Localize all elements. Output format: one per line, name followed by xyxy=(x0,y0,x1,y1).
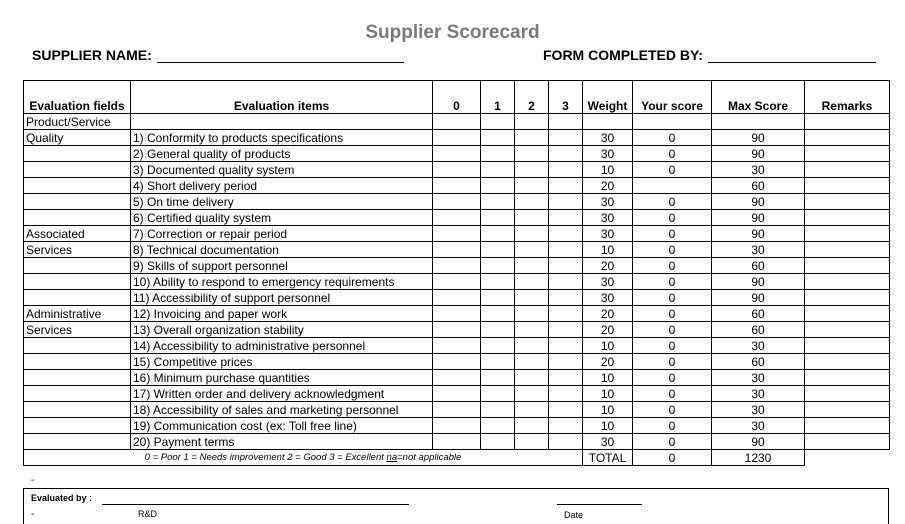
score-0-cell[interactable] xyxy=(433,274,481,290)
remarks-cell[interactable] xyxy=(805,274,890,290)
evaluation-field-cell: Product/Service xyxy=(24,114,131,130)
score-1-cell[interactable] xyxy=(481,210,515,226)
score-0-cell[interactable] xyxy=(433,162,481,178)
max-score-cell: 30 xyxy=(712,242,805,258)
remarks-cell[interactable] xyxy=(805,434,890,450)
table-row xyxy=(24,274,890,290)
your-score-cell: 0 xyxy=(633,146,712,162)
col-score-1: 1 xyxy=(481,81,515,114)
max-score-cell: 60 xyxy=(712,258,805,274)
score-0-cell[interactable] xyxy=(433,322,481,338)
score-0-cell[interactable] xyxy=(433,130,481,146)
legend-text: 0 = Poor 1 = Needs improvement 2 = Good 3 = Excellent xyxy=(144,452,387,463)
table-header-row xyxy=(24,81,890,114)
score-0-cell[interactable] xyxy=(433,178,481,194)
table-row xyxy=(24,162,890,178)
score-3-cell[interactable] xyxy=(549,386,583,402)
score-0-cell[interactable] xyxy=(433,338,481,354)
score-1-cell[interactable] xyxy=(481,226,515,242)
remarks-cell[interactable] xyxy=(805,178,890,194)
remarks-cell[interactable] xyxy=(805,370,890,386)
score-0-cell[interactable] xyxy=(433,210,481,226)
weight-cell: 30 xyxy=(583,226,633,242)
remarks-cell[interactable] xyxy=(805,114,890,130)
score-3-cell[interactable] xyxy=(549,290,583,306)
table-row xyxy=(24,354,890,370)
table-row xyxy=(24,306,890,322)
weight-cell: 30 xyxy=(583,130,633,146)
form-completed-by-field[interactable] xyxy=(708,62,876,63)
remarks-cell[interactable] xyxy=(805,146,890,162)
table-row xyxy=(24,370,890,386)
score-2-cell[interactable] xyxy=(515,178,549,194)
score-2-cell[interactable] xyxy=(515,114,549,130)
score-1-cell[interactable] xyxy=(481,194,515,210)
remarks-cell[interactable] xyxy=(805,242,890,258)
your-score-cell: 0 xyxy=(633,162,712,178)
col-score-0: 0 xyxy=(433,81,481,114)
table-row xyxy=(24,402,890,418)
score-2-cell[interactable] xyxy=(515,146,549,162)
table-row xyxy=(24,130,890,146)
weight-cell: 20 xyxy=(583,258,633,274)
score-0-cell[interactable] xyxy=(433,370,481,386)
evaluation-field-cell: Administrative xyxy=(24,306,131,322)
max-score-cell: 90 xyxy=(712,146,805,162)
your-score-cell: 0 xyxy=(633,274,712,290)
evaluated-by-label: Evaluated by : xyxy=(31,493,93,503)
evaluation-field-cell: Services xyxy=(24,322,131,338)
score-0-cell[interactable] xyxy=(433,194,481,210)
table-row xyxy=(24,194,890,210)
weight-cell: 20 xyxy=(583,322,633,338)
table-row xyxy=(24,258,890,274)
score-3-cell[interactable] xyxy=(549,338,583,354)
weight-cell: 20 xyxy=(583,306,633,322)
score-1-cell[interactable] xyxy=(481,130,515,146)
evaluation-field-cell xyxy=(24,210,131,226)
score-2-cell[interactable] xyxy=(515,290,549,306)
score-0-cell[interactable] xyxy=(433,402,481,418)
evaluation-item-cell: 2) General quality of products xyxy=(131,146,433,162)
remarks-cell[interactable] xyxy=(805,290,890,306)
score-3-cell[interactable] xyxy=(549,130,583,146)
table-row xyxy=(24,210,890,226)
score-2-cell[interactable] xyxy=(515,242,549,258)
max-score-cell: 30 xyxy=(712,370,805,386)
remarks-cell[interactable] xyxy=(805,418,890,434)
score-0-cell[interactable] xyxy=(433,146,481,162)
evaluation-field-cell xyxy=(24,354,131,370)
table-row xyxy=(24,338,890,354)
score-0-cell[interactable] xyxy=(433,434,481,450)
evaluation-item-cell: 12) Invoicing and paper work xyxy=(131,306,433,322)
score-1-cell[interactable] xyxy=(481,434,515,450)
score-1-cell[interactable] xyxy=(481,370,515,386)
your-score-cell: 0 xyxy=(633,210,712,226)
remarks-cell[interactable] xyxy=(805,402,890,418)
weight-cell: 10 xyxy=(583,370,633,386)
remarks-cell[interactable] xyxy=(805,130,890,146)
your-score-cell: 0 xyxy=(633,130,712,146)
col-evaluation-fields: Evaluation fields xyxy=(24,81,131,114)
evaluation-field-cell xyxy=(24,290,131,306)
score-3-cell[interactable] xyxy=(549,402,583,418)
evaluation-field-cell: Quality xyxy=(24,130,131,146)
remarks-cell[interactable] xyxy=(805,354,890,370)
form-completed-by-label: FORM COMPLETED BY: xyxy=(543,47,703,63)
your-score-cell: 0 xyxy=(633,370,712,386)
score-3-cell[interactable] xyxy=(549,210,583,226)
max-score-cell xyxy=(712,114,805,130)
score-3-cell[interactable] xyxy=(549,434,583,450)
supplier-name-label: SUPPLIER NAME: xyxy=(32,47,152,63)
evaluation-item-cell: 15) Competitive prices xyxy=(131,354,433,370)
score-3-cell[interactable] xyxy=(549,242,583,258)
score-1-cell[interactable] xyxy=(481,402,515,418)
legend-na-text: =not applicable xyxy=(397,452,462,463)
score-0-cell[interactable] xyxy=(433,354,481,370)
score-2-cell[interactable] xyxy=(515,130,549,146)
evaluation-item-cell: 7) Correction or repair period xyxy=(131,226,433,242)
score-1-cell[interactable] xyxy=(481,162,515,178)
evaluation-field-cell xyxy=(24,274,131,290)
score-0-cell[interactable] xyxy=(433,114,481,130)
remarks-cell[interactable] xyxy=(805,306,890,322)
score-2-cell[interactable] xyxy=(515,370,549,386)
max-score-cell: 60 xyxy=(712,322,805,338)
weight-cell: 20 xyxy=(583,354,633,370)
score-1-cell[interactable] xyxy=(481,418,515,434)
max-score-cell: 90 xyxy=(712,290,805,306)
evaluation-item-cell: 13) Overall organization stability xyxy=(131,322,433,338)
weight-cell: 30 xyxy=(583,434,633,450)
score-1-cell[interactable] xyxy=(481,290,515,306)
evaluation-item-cell: 1) Conformity to products specifications xyxy=(131,130,433,146)
score-0-cell[interactable] xyxy=(433,258,481,274)
evaluated-by-signature-line[interactable] xyxy=(102,504,409,505)
evaluation-field-cell xyxy=(24,194,131,210)
rd-label: R&D xyxy=(138,509,158,519)
total-max-score: 1230 xyxy=(712,450,805,466)
weight-cell: 10 xyxy=(583,338,633,354)
remarks-cell[interactable] xyxy=(805,322,890,338)
weight-cell: 30 xyxy=(583,146,633,162)
score-1-cell[interactable] xyxy=(481,242,515,258)
col-remarks: Remarks xyxy=(805,81,890,114)
legend-na: na xyxy=(386,452,398,463)
remarks-cell[interactable] xyxy=(805,338,890,354)
evaluation-item-cell: 5) On time delivery xyxy=(131,194,433,210)
total-row xyxy=(24,450,890,466)
your-score-cell: 0 xyxy=(633,306,712,322)
table-row xyxy=(24,146,890,162)
remarks-cell[interactable] xyxy=(805,386,890,402)
rating-legend xyxy=(24,450,583,466)
score-2-cell[interactable] xyxy=(515,226,549,242)
score-0-cell[interactable] xyxy=(433,386,481,402)
score-0-cell[interactable] xyxy=(433,226,481,242)
max-score-cell: 60 xyxy=(712,178,805,194)
score-3-cell[interactable] xyxy=(549,194,583,210)
col-max-score: Max Score xyxy=(712,81,805,114)
your-score-cell: 0 xyxy=(633,322,712,338)
max-score-cell: 90 xyxy=(712,274,805,290)
evaluation-field-cell xyxy=(24,434,131,450)
remarks-cell[interactable] xyxy=(805,226,890,242)
remarks-cell[interactable] xyxy=(805,258,890,274)
score-3-cell[interactable] xyxy=(549,226,583,242)
your-score-cell: 0 xyxy=(633,338,712,354)
your-score-cell: 0 xyxy=(633,386,712,402)
weight-cell xyxy=(583,114,633,130)
evaluation-field-cell xyxy=(24,418,131,434)
score-3-cell[interactable] xyxy=(549,354,583,370)
score-2-cell[interactable] xyxy=(515,258,549,274)
max-score-cell: 30 xyxy=(712,386,805,402)
weight-cell: 10 xyxy=(583,418,633,434)
score-2-cell[interactable] xyxy=(515,162,549,178)
evaluation-field-cell xyxy=(24,258,131,274)
table-row xyxy=(24,242,890,258)
score-0-cell[interactable] xyxy=(433,306,481,322)
evaluation-item-cell: 8) Technical documentation xyxy=(131,242,433,258)
table-row xyxy=(24,114,890,130)
score-1-cell[interactable] xyxy=(481,322,515,338)
total-label: TOTAL xyxy=(583,450,633,466)
date-label: Date xyxy=(564,510,584,520)
evaluation-field-cell xyxy=(24,178,131,194)
score-2-cell[interactable] xyxy=(515,306,549,322)
score-1-cell[interactable] xyxy=(481,258,515,274)
evaluation-item-cell: 4) Short delivery period xyxy=(131,178,433,194)
remarks-cell[interactable] xyxy=(805,210,890,226)
your-score-cell: 0 xyxy=(633,418,712,434)
score-1-cell[interactable] xyxy=(481,338,515,354)
table-row xyxy=(24,386,890,402)
your-score-cell: 0 xyxy=(633,354,712,370)
score-3-cell[interactable] xyxy=(549,370,583,386)
max-score-cell: 30 xyxy=(712,162,805,178)
score-3-cell[interactable] xyxy=(549,418,583,434)
score-2-cell[interactable] xyxy=(515,354,549,370)
col-score-3: 3 xyxy=(549,81,583,114)
evaluation-item-cell: 11) Accessibility of support personnel xyxy=(131,290,433,306)
weight-cell: 30 xyxy=(583,194,633,210)
page-title: Supplier Scorecard xyxy=(365,22,540,43)
score-3-cell[interactable] xyxy=(549,322,583,338)
weight-cell: 10 xyxy=(583,162,633,178)
your-score-cell: 0 xyxy=(633,226,712,242)
date-line[interactable] xyxy=(557,504,642,505)
max-score-cell: 90 xyxy=(712,210,805,226)
evaluation-field-cell xyxy=(24,338,131,354)
your-score-cell: 0 xyxy=(633,290,712,306)
total-your-score: 0 xyxy=(633,450,712,466)
score-2-cell[interactable] xyxy=(515,322,549,338)
evaluation-field-cell xyxy=(24,386,131,402)
max-score-cell: 30 xyxy=(712,338,805,354)
weight-cell: 30 xyxy=(583,290,633,306)
evaluation-item-cell: 14) Accessibility to administrative personnel xyxy=(131,338,433,354)
score-3-cell[interactable] xyxy=(549,178,583,194)
your-score-cell: 0 xyxy=(633,242,712,258)
table-row xyxy=(24,226,890,242)
max-score-cell: 60 xyxy=(712,306,805,322)
evaluation-item-cell: 20) Payment terms xyxy=(131,434,433,450)
score-2-cell[interactable] xyxy=(515,402,549,418)
table-row xyxy=(24,434,890,450)
score-3-cell[interactable] xyxy=(549,274,583,290)
weight-cell: 10 xyxy=(583,386,633,402)
evaluation-item-cell: 18) Accessibility of sales and marketing personnel xyxy=(131,402,433,418)
score-2-cell[interactable] xyxy=(515,194,549,210)
your-score-cell: 0 xyxy=(633,258,712,274)
weight-cell: 10 xyxy=(583,402,633,418)
table-row xyxy=(24,178,890,194)
weight-cell: 30 xyxy=(583,274,633,290)
your-score-cell: 0 xyxy=(633,434,712,450)
evaluation-item-cell: 10) Ability to respond to emergency requirements xyxy=(131,274,433,290)
score-1-cell[interactable] xyxy=(481,274,515,290)
score-3-cell[interactable] xyxy=(549,146,583,162)
table-row xyxy=(24,290,890,306)
evaluation-item-cell: 17) Written order and delivery acknowledgment xyxy=(131,386,433,402)
your-score-cell: 0 xyxy=(633,194,712,210)
remarks-cell[interactable] xyxy=(805,162,890,178)
score-1-cell[interactable] xyxy=(481,146,515,162)
evaluation-field-cell xyxy=(24,402,131,418)
evaluation-field-cell: Associated xyxy=(24,226,131,242)
score-2-cell[interactable] xyxy=(515,274,549,290)
col-your-score: Your score xyxy=(633,81,712,114)
scorecard-table xyxy=(23,80,890,466)
footer-dash-bottom: - xyxy=(31,509,35,520)
weight-cell: 10 xyxy=(583,242,633,258)
your-score-cell xyxy=(633,114,712,130)
scorecard-rows xyxy=(24,114,890,450)
your-score-cell: 0 xyxy=(633,402,712,418)
evaluation-field-cell: Services xyxy=(24,242,131,258)
footer-dash-top: - xyxy=(31,475,35,486)
score-2-cell[interactable] xyxy=(515,210,549,226)
evaluation-item-cell: 9) Skills of support personnel xyxy=(131,258,433,274)
col-score-2: 2 xyxy=(515,81,549,114)
max-score-cell: 30 xyxy=(712,402,805,418)
evaluation-item-cell: 6) Certified quality system xyxy=(131,210,433,226)
score-1-cell[interactable] xyxy=(481,386,515,402)
score-0-cell[interactable] xyxy=(433,242,481,258)
col-weight: Weight xyxy=(583,81,633,114)
score-2-cell[interactable] xyxy=(515,418,549,434)
your-score-cell xyxy=(633,178,712,194)
score-2-cell[interactable] xyxy=(515,434,549,450)
max-score-cell: 30 xyxy=(712,418,805,434)
score-0-cell[interactable] xyxy=(433,418,481,434)
evaluation-field-cell xyxy=(24,162,131,178)
max-score-cell: 90 xyxy=(712,434,805,450)
evaluation-item-cell: 16) Minimum purchase quantities xyxy=(131,370,433,386)
score-1-cell[interactable] xyxy=(481,306,515,322)
col-evaluation-items: Evaluation items xyxy=(131,81,433,114)
evaluation-field-cell xyxy=(24,370,131,386)
evaluation-item-cell: 3) Documented quality system xyxy=(131,162,433,178)
max-score-cell: 90 xyxy=(712,226,805,242)
supplier-name-field[interactable] xyxy=(157,62,404,63)
weight-cell: 30 xyxy=(583,210,633,226)
max-score-cell: 60 xyxy=(712,354,805,370)
score-1-cell[interactable] xyxy=(481,354,515,370)
evaluation-item-cell xyxy=(131,114,433,130)
score-1-cell[interactable] xyxy=(481,178,515,194)
table-row xyxy=(24,418,890,434)
score-2-cell[interactable] xyxy=(515,386,549,402)
evaluation-item-cell: 19) Communication cost (ex: Toll free line) xyxy=(131,418,433,434)
table-row xyxy=(24,322,890,338)
remarks-cell[interactable] xyxy=(805,194,890,210)
score-3-cell[interactable] xyxy=(549,162,583,178)
score-2-cell[interactable] xyxy=(515,338,549,354)
score-0-cell[interactable] xyxy=(433,290,481,306)
score-3-cell[interactable] xyxy=(549,306,583,322)
score-3-cell[interactable] xyxy=(549,258,583,274)
max-score-cell: 90 xyxy=(712,194,805,210)
evaluation-field-cell xyxy=(24,146,131,162)
score-3-cell[interactable] xyxy=(549,114,583,130)
score-1-cell[interactable] xyxy=(481,114,515,130)
max-score-cell: 90 xyxy=(712,130,805,146)
weight-cell: 20 xyxy=(583,178,633,194)
